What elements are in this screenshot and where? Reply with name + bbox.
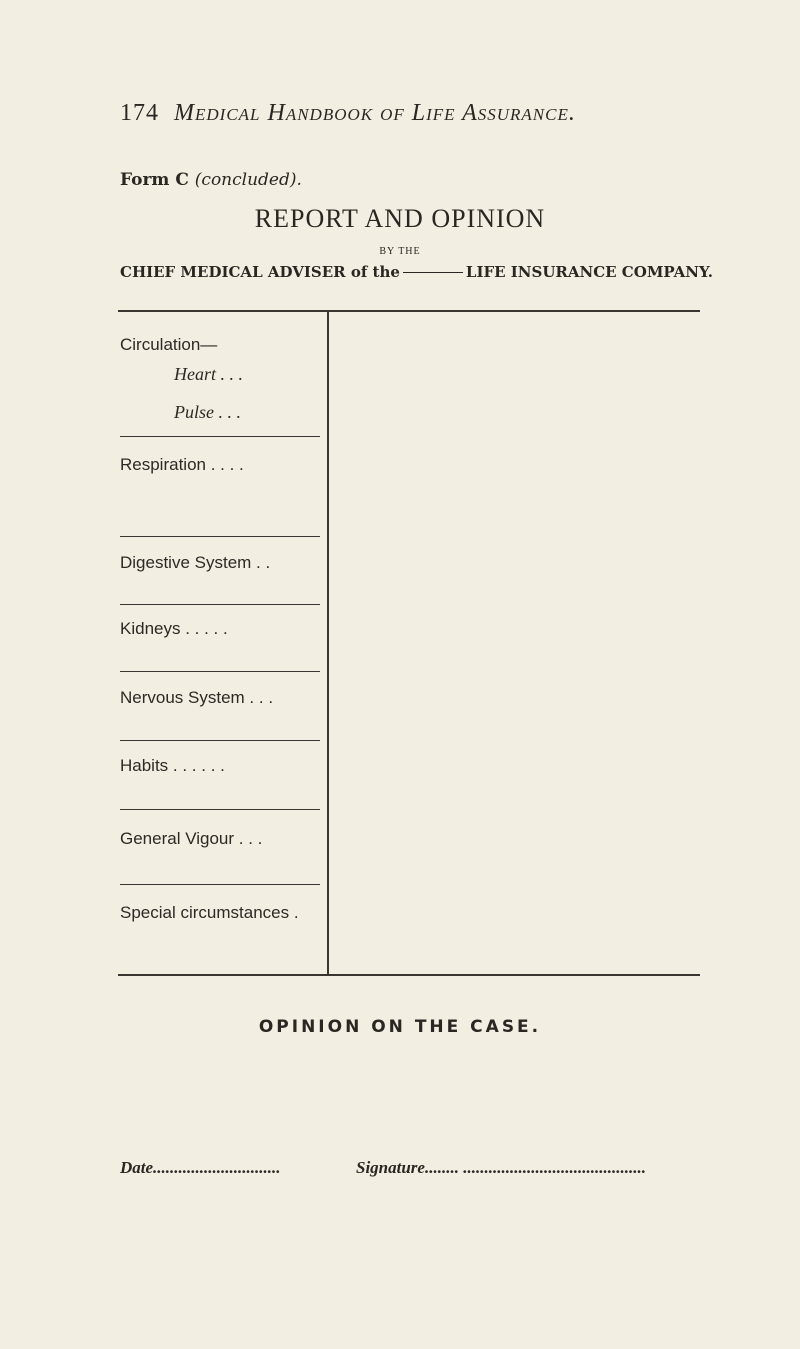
row-heart: Heart . . . [174, 364, 243, 384]
row-rule [120, 536, 320, 537]
row-rule [120, 884, 320, 885]
row-rule [120, 604, 320, 605]
opinion-heading: OPINION ON THE CASE. [258, 1017, 542, 1037]
table-divider [327, 312, 329, 974]
report-title: REPORT AND OPINION [254, 204, 546, 233]
row-circulation: Circulation— [120, 335, 218, 354]
table-bottom-rule [118, 974, 700, 976]
page-number: 174 [120, 100, 159, 126]
row-pulse: Pulse . . . [174, 402, 241, 422]
row-rule [120, 436, 320, 437]
row-habits: Habits . . . . . . [120, 756, 225, 775]
row-rule [120, 809, 320, 810]
running-head [120, 100, 576, 127]
form-note: (concluded). [194, 170, 302, 190]
row-kidneys: Kidneys . . . . . [120, 619, 228, 638]
adviser-left: CHIEF MEDICAL ADVISER of the [120, 263, 400, 281]
adviser-line [120, 263, 713, 281]
date-field[interactable]: Date.............................. [120, 1158, 281, 1177]
row-rule [120, 740, 320, 741]
form-label [120, 170, 302, 190]
row-respiration: Respiration . . . . [120, 455, 244, 474]
company-blank[interactable] [403, 272, 463, 273]
book-title: Medical Handbook of Life Assurance. [174, 100, 576, 126]
by-the-text: BY THE [379, 246, 421, 257]
row-nervous: Nervous System . . . [120, 688, 274, 707]
row-digestive: Digestive System . . [120, 553, 271, 572]
signature-field[interactable]: Signature........ ........................................... [356, 1158, 646, 1177]
row-rule [120, 671, 320, 672]
form-name: Form C [120, 170, 189, 190]
row-special: Special circumstances . [120, 903, 299, 922]
adviser-right: LIFE INSURANCE COMPANY. [465, 263, 713, 281]
table-top-rule [118, 310, 700, 312]
row-vigour: General Vigour . . . [120, 829, 263, 848]
